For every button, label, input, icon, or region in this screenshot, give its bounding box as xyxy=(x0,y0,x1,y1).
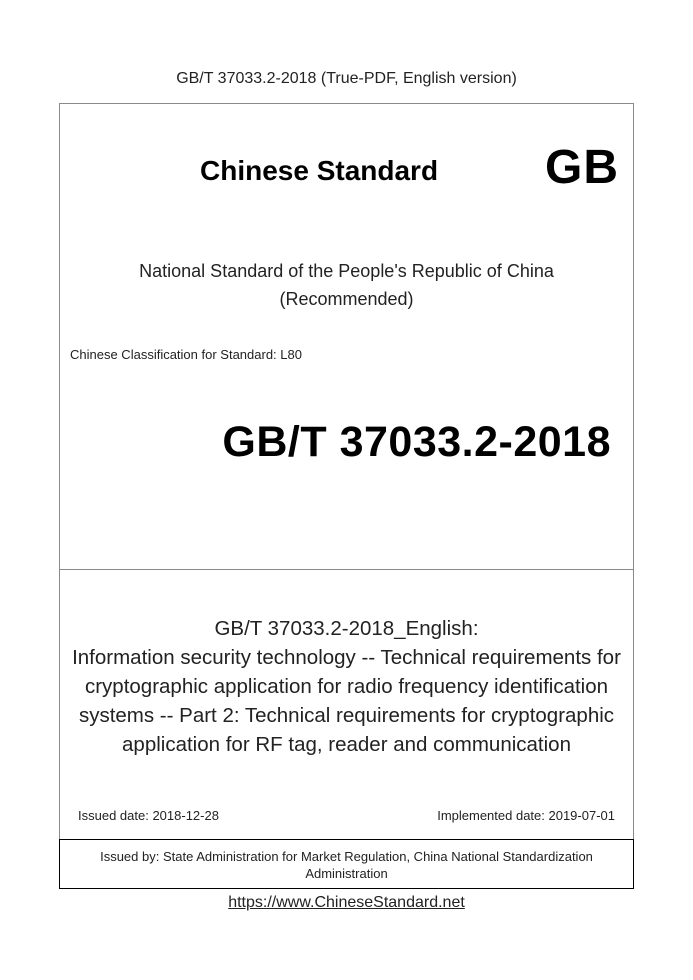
recommended-line: (Recommended) xyxy=(279,289,414,309)
issuer-text xyxy=(59,848,634,882)
issuer-line: Administration xyxy=(305,866,388,881)
title-line: Information security technology -- Technical requirements for xyxy=(72,646,621,669)
title-line: application for RF tag, reader and communication xyxy=(122,733,571,756)
standard-title xyxy=(59,614,634,759)
document-header: GB/T 37033.2-2018 (True-PDF, English version) xyxy=(176,70,517,87)
issued-date: Issued date: 2018-12-28 xyxy=(78,808,219,823)
title-line: cryptographic application for radio frequency identification xyxy=(84,675,609,698)
chinese-standard-heading: Chinese Standard xyxy=(200,155,439,186)
website-link[interactable]: https://www.ChineseStandard.net xyxy=(228,894,465,911)
classification-text: Chinese Classification for Standard: L80 xyxy=(70,347,302,362)
national-standard-text xyxy=(59,257,634,313)
gb-mark: GB xyxy=(545,141,619,194)
national-standard-line: National Standard of the People's Republic of China xyxy=(139,261,554,281)
title-line: GB/T 37033.2-2018_English: xyxy=(214,617,479,640)
implemented-date: Implemented date: 2019-07-01 xyxy=(437,808,615,823)
title-line: systems -- Part 2: Technical requirements for cryptographic xyxy=(78,704,615,727)
issuer-line: Issued by: State Administration for Market Regulation, China National Standardization xyxy=(100,849,593,864)
standard-number: GB/T 37033.2-2018 xyxy=(222,418,611,466)
